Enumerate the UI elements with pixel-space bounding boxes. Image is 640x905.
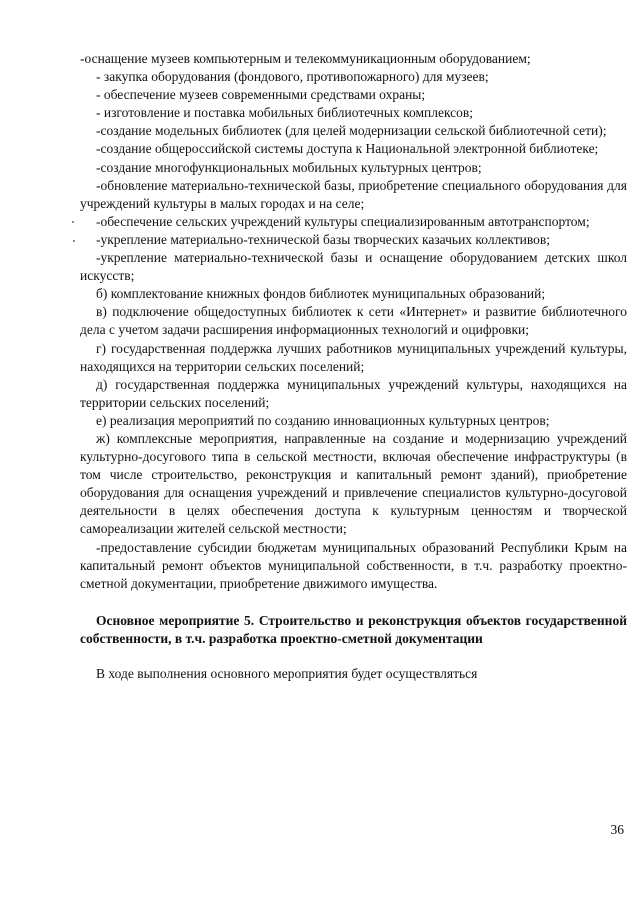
paragraph: б) комплектование книжных фондов библиотек муниципальных образований; bbox=[96, 286, 546, 302]
paragraph: д) государственная поддержка муниципальных учреждений культуры, находящихся на территории сельских поселений; bbox=[80, 376, 627, 410]
paragraph: ж) комплексные мероприятия, направленные на создание и модернизацию учреждений культурно-досугового типа в сельской местности, включая обеспечение инфраструктуры (в том числе строительство, реконструкция и капитальный ремонт зданий), приобретение оборудования для оснащения учреждений и привлечение специалистов культурно-досуговой деятельности в целях обеспечения доступа к культурным ценностям и творческой самореализации жителей сельской местности; bbox=[80, 430, 627, 537]
paragraph: - обеспечение музеев современными средствами охраны; bbox=[96, 87, 426, 103]
scan-speck bbox=[73, 240, 75, 242]
paragraph: -создание многофункциональных мобильных культурных центров; bbox=[96, 159, 482, 175]
page-number: 36 bbox=[610, 822, 624, 837]
paragraph: -создание общероссийской системы доступа к Национальной электронной библиотеке; bbox=[96, 141, 599, 157]
paragraph: е) реализация мероприятий по созданию инновационных культурных центров; bbox=[96, 412, 550, 428]
paragraph: -укрепление материально-технической базы и оснащение оборудованием детских школ искусств; bbox=[80, 250, 627, 284]
section-heading: Основное мероприятие 5. Строительство и реконструкция объектов государственной собственности, в т.ч. разработка проектно-сметной документации bbox=[80, 612, 627, 646]
paragraph: - закупка оборудования (фондового, противопожарного) для музеев; bbox=[96, 69, 489, 85]
paragraph: -обеспечение сельских учреждений культуры специализированным автотранспортом; bbox=[96, 213, 590, 229]
paragraph: -оснащение музеев компьютерным и телекоммуникационным оборудованием; bbox=[80, 51, 531, 66]
paragraph: в) подключение общедоступных библиотек к сети «Интернет» и развитие библиотечного дела с учетом задачи расширения информационных технологий и оцифровки; bbox=[80, 304, 627, 338]
paragraph: - изготовление и поставка мобильных библиотечных комплексов; bbox=[96, 105, 474, 121]
paragraph: В ходе выполнения основного мероприятия будет осуществляться bbox=[96, 666, 478, 681]
page-body bbox=[80, 50, 627, 683]
paragraph: -обновление материально-технической базы, приобретение специального оборудования для учреждений культуры в малых городах и на селе; bbox=[80, 177, 627, 211]
paragraph: -создание модельных библиотек (для целей модернизации сельской библиотечной сети); bbox=[96, 123, 607, 139]
scan-speck bbox=[72, 221, 74, 223]
paragraph: -укрепление материально-технической базы творческих казачьих коллективов; bbox=[96, 231, 550, 247]
paragraph: г) государственная поддержка лучших работников муниципальных учреждений культуры, находящихся на территории сельских поселений; bbox=[80, 340, 627, 374]
paragraph: -предоставление субсидии бюджетам муниципальных образований Республики Крым на капитальный ремонт объектов муниципальной собственности, в т.ч. разработку проектно-сметной документации, приобретение движимого имущества. bbox=[80, 539, 627, 591]
